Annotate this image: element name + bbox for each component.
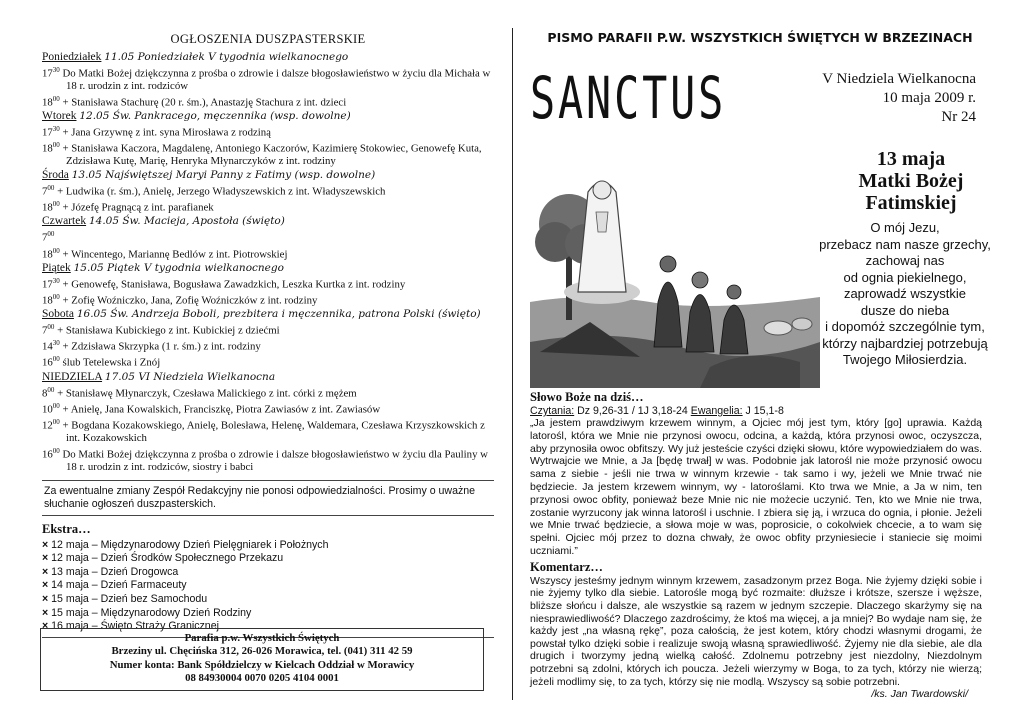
newsletter-column	[530, 30, 991, 701]
mass-minute: 00	[52, 200, 60, 209]
ekstra-item: × 14 maja – Dzień Farmaceuty	[42, 579, 494, 593]
prayer-line: dusze do nieba	[860, 302, 950, 318]
day-name: Sobota	[42, 308, 74, 321]
day-feast: 13.05 Najświętszej Maryi Panny z Fatimy (wsp. dowolne)	[71, 168, 376, 181]
day-name: Piątek	[42, 261, 71, 274]
mass-text: Do Matki Bożej dziękczynna z prośba o zdrowie i dalsze błogosławieństwo w życiu dla Michała w 18 r. urodzin z int. rodziców	[59, 67, 491, 93]
ekstra-item: × 16 maja – Święto Straży Granicznej	[42, 620, 494, 634]
announcements-column	[42, 32, 494, 638]
prayer-line: zachowaj nas	[865, 253, 945, 268]
announcements-days	[42, 51, 494, 474]
mass-hour: 16	[42, 357, 53, 370]
prayer-line: od ognia piekielnego,	[843, 269, 967, 285]
day-heading	[42, 371, 494, 384]
mass-intention	[42, 337, 494, 353]
feast-title	[830, 148, 992, 214]
day-heading	[42, 51, 494, 64]
mass-text: + Józefę Pragnącą z int. parafianek	[59, 201, 214, 214]
mass-text: + Bogdana Kozakowskiego, Anielę, Bolesława, Helenę, Waldemara, Czesława Krzyszkowskich z int. Kozakowskich	[59, 419, 485, 445]
day-heading	[42, 215, 494, 228]
komentarz-text: Wszyscy jesteśmy jednym winnym krzewem, zasadzonym przez Boga. Nie żyjemy dzięki sobie i nie żyjemy tylko dla siebie. Latorośle mogą być rozmaite: dłuższe i krótsze, szersze i węższe, bliższe słońcu i dalsze, ale wszystkie są razem w jednym szczepie. Dlaczego skarżymy się na niesprawiedliwość? Dlaczego zazdrościmy, że ktoś ma więcej, a ja mniej? Bo wydaje nam się, że każdy jest „na własną rękę”, poza całością, że jest kotem, który chodzi własnymi drogami, że powstał tylko dzięki sobie i realizuje swoją własną sprawiedliwość. Żyjemy nie dla siebie, ale dla drugich i tworzymy jedną wielką całość. Zdolnemu potrzebny jest niezdolny, Niezdolnym potrzebni są zdolni, których ich poucza. Jeżeli wierzymy w Boga, to za tych, którzy nie wierzą; jeżeli modlimy się, to za tych, którzy się nie modlą. Wszyscy są sobie potrzebni.	[530, 574, 982, 688]
fatima-prayer	[812, 220, 998, 369]
day-name: Wtorek	[42, 109, 77, 122]
mass-minute: 00	[52, 418, 60, 426]
day-heading	[42, 308, 494, 321]
parish-bank: Numer konta: Bank Spółdzielczy w Kielcach Oddział w Morawicy	[109, 658, 415, 671]
day-name: Środa	[42, 168, 69, 181]
mass-minute: 00	[52, 355, 60, 364]
day-feast: 15.05 Piątek V tygodnia wielkanocnego	[73, 261, 284, 274]
mass-intention	[42, 384, 494, 400]
gospel-text: „Ja jestem prawdziwym krzewem winnym, a Ojciec mój jest tym, który [go] uprawia. Każdą latorośl, która we Mnie nie przynosi owocu, odcina, a każdą, która przynosi owoc, oczyszcza, aby przynosiła owoc obfitszy. Wy już jesteście czyści dzięki słowu, które wypowiedziałem do was. Wytrwajcie we Mnie, a Ja [będę trwał] w was. Podobnie jak latorośl nie może przynosić owocu sama z siebie - jeśli nie trwa w winnym krzewie - tak samo i wy, jeżeli we Mnie trwać nie będziecie. Ja jestem krzewem winnym, wy - latoroślami. Kto trwa we Mnie, a Ja w nim, ten przynosi owoc obfity, ponieważ beze Mnie nic nie możecie uczynić. Ten, kto we Mnie nie trwa, zostanie wyrzucony jak winna latorośl i uschnie. I zbiera się ją, i wrzuca do ognia, i płonie. Jeżeli we Mnie trwać będziecie, a słowa moje w was, poprosicie, o cokolwiek chcecie, a to wam się spełni. Ojciec mój przez to dozna chwały, że owoc obfity przyniesiecie i staniecie się moimi uczniami.”	[530, 417, 982, 557]
readings-value: Dz 9,26-31 / 1J 3,18-24	[574, 405, 691, 417]
announcements-title: OGŁOSZENIA DUSZPASTERSKIE	[170, 32, 366, 46]
mass-hour: 17	[42, 67, 53, 80]
mass-text: + Stanisławę Młynarczyk, Czesława Malickiego z int. córki z mężem	[54, 387, 357, 400]
mass-minute: 30	[52, 339, 60, 348]
prayer-line: i dopomóż szczególnie tym,	[825, 319, 985, 334]
issue-number: Nr 24	[941, 109, 976, 125]
mass-intention	[42, 245, 494, 261]
mass-intention	[42, 123, 494, 139]
mass-hour: 18	[42, 248, 53, 261]
mass-text: ślub Tetelewska i Znój	[59, 357, 161, 370]
readings-label: Czytania:	[530, 405, 575, 417]
feast-name-2: Fatimskiej	[865, 192, 957, 214]
fatima-illustration	[530, 152, 820, 388]
mass-text: + Jana Grzywnę z int. syna Mirosława z rodziną	[59, 126, 271, 139]
mass-intention	[42, 416, 494, 445]
mass-minute: 00	[47, 323, 55, 332]
mass-hour: 18	[42, 142, 53, 155]
mass-text: + Stanisława Kaczora, Magdalenę, Antoniego Kaczorów, Kazimierę Stokowiec, Genowefę Kuta, Zdzisława Kutę, Marię, Henryka Młynarczyków z int. rodziny	[59, 142, 482, 168]
mass-intention	[42, 275, 494, 291]
prayer-line: którzy najbardziej potrzebują	[822, 335, 988, 351]
parish-account: 08 84930004 0070 0205 4104 0001	[185, 672, 339, 685]
ekstra-item: × 15 maja – Dzień bez Samochodu	[42, 593, 494, 607]
mass-text: + Wincentego, Mariannę Bedlów z int. Piotrowskiej	[59, 248, 288, 261]
mass-hour: 18	[42, 96, 53, 109]
mass-minute: 00	[52, 246, 60, 255]
mass-hour: 18	[42, 201, 53, 214]
mass-intention	[42, 93, 494, 109]
ekstra-item: × 13 maja – Dzień Drogowca	[42, 566, 494, 580]
day-feast: 17.05 VI Niedziela Wielkanocna	[104, 370, 276, 383]
day-feast: 11.05 Poniedziałek V tygodnia wielkanocnego	[104, 51, 349, 63]
mass-text: + Genowefę, Stanisława, Bogusława Zawadzkich, Leszka Kurtka z int. rodziny	[59, 278, 406, 291]
sanctus-logo: SANCTUS	[530, 64, 727, 132]
day-name: NIEDZIELA	[42, 370, 103, 383]
masthead: PISMO PARAFII P.W. WSZYSTKICH ŚWIĘTYCH W BRZEZINACH	[547, 30, 973, 45]
prayer-line: zaprowadź wszystkie	[843, 286, 967, 301]
ekstra-list	[42, 539, 494, 634]
mass-minute: 00	[47, 230, 55, 239]
ekstra-item: × 12 maja – Dzień Środków Społecznego Przekazu	[42, 552, 494, 566]
parish-info-box	[40, 628, 484, 691]
mass-hour: 17	[42, 126, 53, 139]
mass-intention	[42, 64, 494, 93]
mass-minute: 00	[47, 183, 55, 192]
mass-text: + Anielę, Jana Kowalskich, Franciszkę, Piotra Zawiasów z int. Zawiasów	[59, 403, 381, 416]
readings-line	[530, 405, 982, 417]
day-heading	[42, 169, 494, 182]
gospel-section	[530, 390, 982, 700]
mass-minute: 30	[52, 276, 60, 285]
mass-intention	[42, 291, 494, 307]
mass-intention	[42, 182, 494, 198]
gospel-value: J 15,1-8	[742, 405, 784, 417]
mass-hour: 17	[42, 278, 53, 291]
day-name: Czwartek	[42, 215, 87, 228]
issue-sunday: V Niedziela Wielkanocna	[822, 71, 976, 87]
day-heading	[42, 110, 494, 123]
mass-hour: 10	[42, 403, 53, 416]
mass-intention	[42, 321, 494, 337]
mass-text: + Stanisława Kubickiego z int. Kubickiej z dziećmi	[54, 324, 280, 337]
komentarz-signature: /ks. Jan Twardowski/	[871, 688, 968, 701]
feast-name-1: Matki Bożej	[858, 170, 964, 192]
mass-intention	[42, 198, 494, 214]
mass-minute: 00	[52, 292, 60, 301]
prayer-line: przebacz nam nasze grzechy,	[819, 236, 991, 252]
issue-info	[822, 70, 976, 127]
mass-intention	[42, 353, 494, 369]
mass-minute: 00	[52, 401, 60, 410]
mass-minute: 00	[52, 94, 60, 103]
day-heading	[42, 262, 494, 275]
mass-minute: 30	[52, 66, 60, 74]
mass-hour: 7	[42, 324, 48, 337]
prayer-line: Twojego Miłosierdzia.	[842, 352, 968, 367]
mass-text: Do Matki Bożej dziękczynna z prośba o zdrowie i dalsze błogosławieństwo w życiu dla Pauliny w 18 r. urodzin z int. rodziców, siostry i babci	[59, 448, 488, 473]
mass-minute: 30	[52, 124, 60, 133]
mass-minute: 00	[47, 385, 55, 394]
slowo-title: Słowo Boże na dziś…	[530, 390, 644, 404]
day-name: Poniedziałek	[42, 51, 102, 63]
mass-minute: 00	[52, 446, 60, 455]
komentarz-title: Komentarz…	[530, 559, 603, 574]
day-feast: 16.05 Św. Andrzeja Boboli, prezbitera i męczennika, patrona Polski (święto)	[76, 308, 481, 321]
mass-text: + Stanisława Stachurę (20 r. śm.), Anastazję Stachura z int. dzieci	[59, 96, 347, 109]
mass-minute: 00	[52, 141, 60, 150]
column-divider	[512, 28, 513, 700]
mass-intention	[42, 400, 494, 416]
editorial-note: Za ewentualne zmiany Zespół Redakcyjny nie ponosi odpowiedzialności. Prosimy o uważne słuchanie ogłoszeń duszpasterskich.	[42, 480, 494, 516]
prayer-line: O mój Jezu,	[870, 220, 940, 235]
mass-hour: 16	[42, 448, 53, 461]
gospel-label: Ewangelia:	[690, 405, 743, 417]
day-feast: 12.05 Św. Pankracego, męczennika (wsp. dowolne)	[79, 109, 351, 122]
ekstra-item: × 12 maja – Międzynarodowy Dzień Pielęgniarek i Położnych	[42, 539, 494, 553]
mass-text: + Ludwika (r. śm.), Anielę, Jerzego Władyszewskich z int. Władyszewskich	[54, 185, 386, 198]
mass-intention	[42, 228, 494, 244]
mass-hour: 7	[42, 185, 48, 198]
parish-address: Brzeziny ul. Chęcińska 312, 26-026 Morawica, tel. (041) 311 42 59	[111, 645, 413, 658]
ekstra-title: Ekstra…	[42, 521, 91, 536]
day-feast: 14.05 Św. Macieja, Apostoła (święto)	[88, 215, 285, 228]
mass-hour: 8	[42, 387, 48, 400]
mass-hour: 7	[42, 231, 48, 244]
feast-date: 13 maja	[876, 148, 946, 170]
mass-intention	[42, 139, 494, 168]
parish-name: Parafia p.w. Wszystkich Świętych	[184, 632, 340, 644]
mass-intention	[42, 445, 494, 474]
mass-text: + Zdzisława Skrzypka (1 r. śm.) z int. rodziny	[59, 340, 261, 353]
mass-hour: 18	[42, 294, 53, 307]
mass-hour: 14	[42, 340, 53, 353]
mass-hour: 12	[42, 419, 53, 432]
mass-text: + Zofię Woźniczko, Jana, Zofię Woźniczków z int. rodziny	[59, 294, 318, 307]
issue-date: 10 maja 2009 r.	[882, 90, 976, 106]
ekstra-item: × 15 maja – Międzynarodowy Dzień Rodziny	[42, 607, 494, 621]
